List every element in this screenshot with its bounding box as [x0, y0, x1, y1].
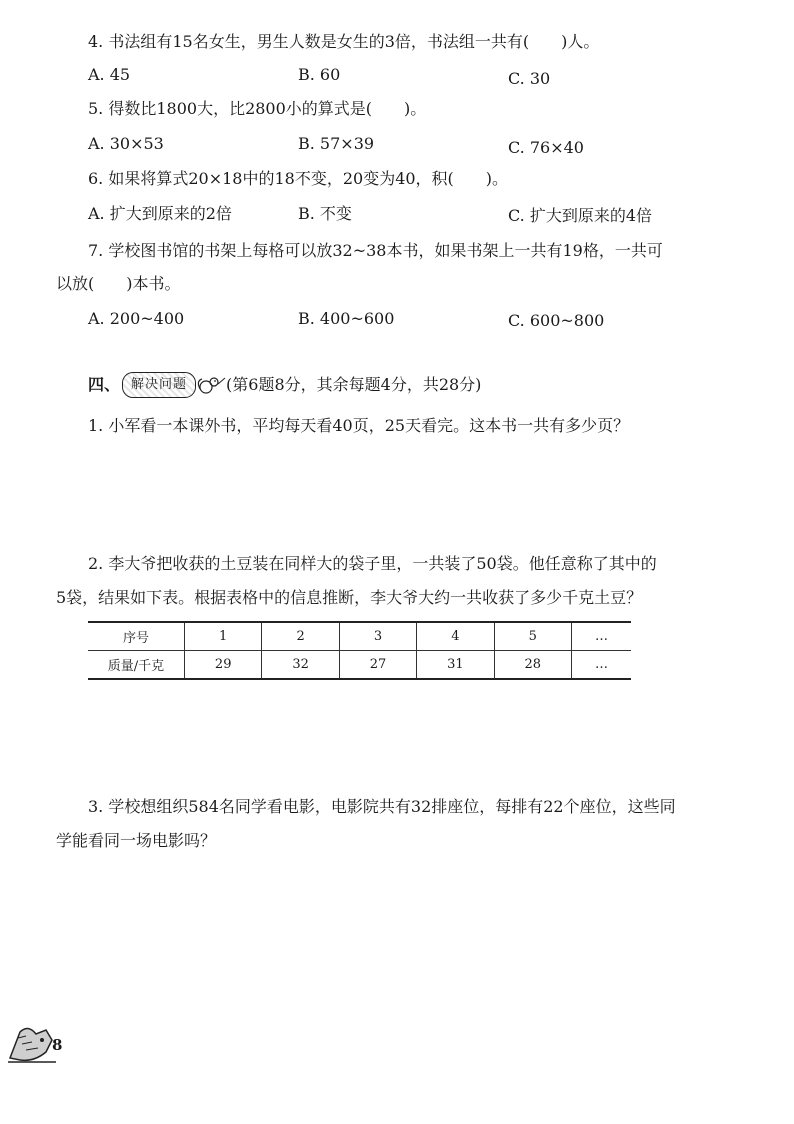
table-cell: …	[571, 622, 631, 651]
table-cell: 29	[185, 651, 262, 680]
section-title-text: 解决问题	[131, 377, 188, 392]
question-5-option-b[interactable]: B. 57×39	[298, 134, 375, 153]
question-7-option-a[interactable]: A. 200~400	[88, 309, 185, 328]
question-5-option-a[interactable]: A. 30×53	[88, 134, 164, 153]
question-6-option-c[interactable]: C. 扩大到原来的4倍	[508, 206, 653, 225]
question-5-option-c[interactable]: C. 76×40	[508, 138, 584, 157]
question-4-option-c[interactable]: C. 30	[508, 69, 551, 88]
table-cell: 32	[262, 651, 339, 680]
question-4-option-a[interactable]: A. 45	[88, 65, 131, 84]
problem-2-line2: 5袋，结果如下表。根据表格中的信息推断，李大爷大约一共收获了多少千克土豆？	[56, 588, 643, 607]
problem-1: 1. 小军看一本课外书，平均每天看40页，25天看完。这本书一共有多少页？	[88, 416, 630, 435]
table-row-mass	[88, 651, 631, 680]
section-scoring: (第6题8分，其余每题4分，共28分)	[226, 375, 482, 394]
problem-2-line1: 2. 李大爷把收获的土豆装在同样大的袋子里，一共装了50袋。他任意称了其中的	[88, 554, 657, 573]
table-cell: …	[571, 651, 631, 680]
question-4-stem: 4. 书法组有15名女生，男生人数是女生的3倍，书法组一共有( )人。	[88, 32, 600, 51]
table-cell: 28	[494, 651, 571, 680]
table-cell: 1	[185, 622, 262, 651]
table-cell: 4	[417, 622, 494, 651]
question-7-option-c[interactable]: C. 600~800	[508, 311, 605, 330]
question-4-option-b[interactable]: B. 60	[298, 65, 341, 84]
section-number: 四、	[88, 375, 121, 394]
page-number: 8	[52, 1036, 63, 1054]
row-header-mass: 质量/千克	[88, 651, 185, 680]
squirrel-mascot-icon	[196, 375, 226, 395]
corner-mascot-icon	[6, 1018, 86, 1064]
question-6-option-b[interactable]: B. 不变	[298, 204, 352, 223]
section-title-badge	[122, 372, 196, 398]
row-header-index: 序号	[88, 622, 185, 651]
problem-3-line2: 学能看同一场电影吗？	[56, 831, 217, 850]
table-cell: 31	[417, 651, 494, 680]
potato-weight-table	[88, 621, 631, 680]
question-6-stem: 6. 如果将算式20×18中的18不变，20变为40，积( )。	[88, 169, 509, 188]
table-cell: 3	[339, 622, 416, 651]
question-7-stem-line1: 7. 学校图书馆的书架上每格可以放32~38本书，如果书架上一共有19格，一共可	[88, 241, 663, 260]
question-7-stem-line2: 以放( )本书。	[56, 274, 181, 293]
table-row-index	[88, 622, 631, 651]
table-cell: 27	[339, 651, 416, 680]
problem-3-line1: 3. 学校想组织584名同学看电影，电影院共有32排座位，每排有22个座位，这些同	[88, 797, 676, 816]
question-5-stem: 5. 得数比1800大，比2800小的算式是( )。	[88, 99, 427, 118]
question-6-option-a[interactable]: A. 扩大到原来的2倍	[88, 204, 232, 223]
section-heading	[88, 372, 481, 398]
table-cell: 2	[262, 622, 339, 651]
table-cell: 5	[494, 622, 571, 651]
question-7-option-b[interactable]: B. 400~600	[298, 309, 395, 328]
